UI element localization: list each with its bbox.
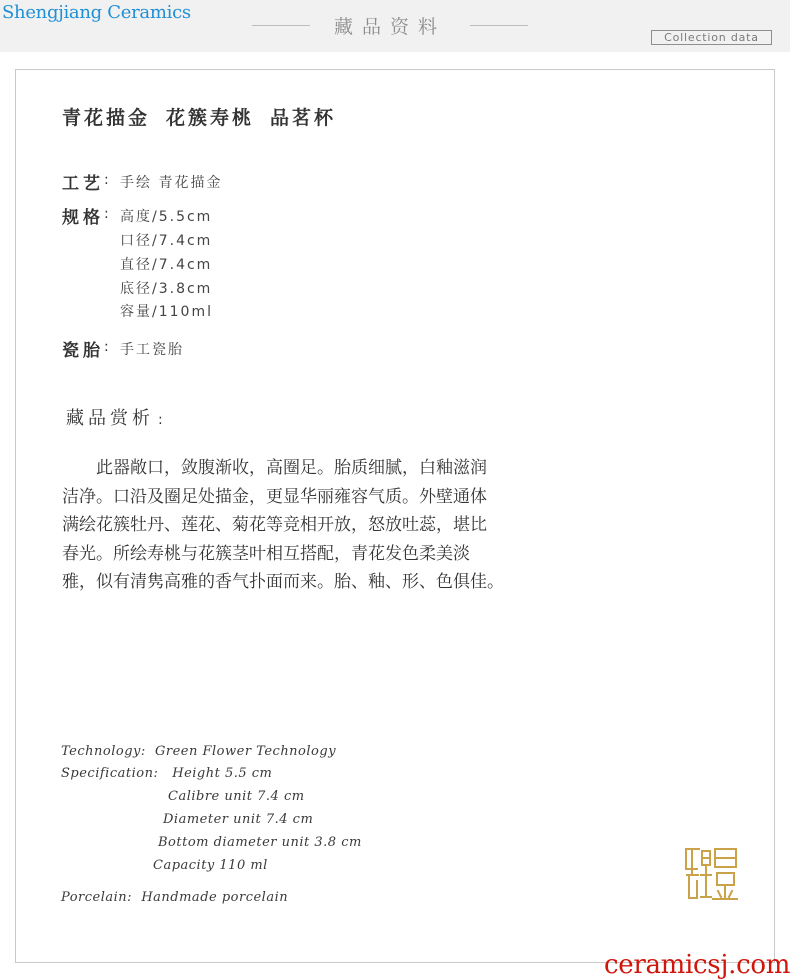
spec-line: 直径/7.4cm (120, 257, 213, 273)
en-porcelain-label: Porcelain: (61, 890, 133, 905)
en-spec-line: Diameter unit 7.4 cm (163, 812, 314, 827)
product-title-part: 青花描金 (62, 107, 151, 129)
appreciation-line: 春光。所绘寿桃与花簇茎叶相互搭配，青花发色柔美淡 (62, 543, 470, 564)
section-title: 藏品资料 (333, 16, 446, 38)
product-title-part: 品茗杯 (270, 107, 337, 129)
en-technology-value: Green Flower Technology (155, 744, 337, 759)
header-rule-left (252, 25, 310, 26)
watermark-text: ceramicsj.com (604, 950, 790, 980)
product-title (62, 103, 336, 130)
seal-stamp-icon (683, 845, 739, 902)
en-technology-label: Technology: (61, 744, 146, 759)
en-spec-line: Bottom diameter unit 3.8 cm (158, 835, 362, 850)
technology-value: 手绘 青花描金 (120, 175, 223, 191)
en-spec-line: Calibre unit 7.4 cm (168, 789, 305, 804)
appreciation-line: 雅，似有清隽高雅的香气扑面而来。胎、釉、形、色俱佳。 (62, 572, 504, 592)
en-spec-line: Capacity 110 ml (153, 858, 268, 873)
spec-line: 容量/110ml (120, 304, 213, 320)
spec-line: 口径/7.4cm (120, 233, 213, 249)
en-porcelain (61, 890, 288, 905)
header-rule-right (470, 25, 528, 26)
en-technology (61, 744, 336, 759)
label-colon: : (104, 206, 109, 222)
label-colon: : (104, 172, 109, 188)
collection-data-tag: Collection data (651, 30, 772, 45)
brand-logo-text[interactable]: Shengjiang Ceramics (2, 2, 191, 23)
body-value: 手工瓷胎 (120, 342, 184, 358)
appreciation-heading: 藏品赏析 : (66, 408, 163, 429)
appreciation-text (62, 454, 552, 597)
appreciation-line: 此器敞口，敛腹渐收，高圈足。胎质细腻，白釉滋润 (96, 458, 487, 478)
label-colon: : (104, 339, 109, 355)
spec-line: 底径/3.8cm (120, 281, 213, 297)
appreciation-line: 满绘花簇牡丹、莲花、菊花等竞相开放，怒放吐蕊，堪比 (62, 515, 487, 535)
en-specification-label: Specification: (61, 766, 159, 781)
en-porcelain-value: Handmade porcelain (141, 890, 289, 905)
body-label: 瓷胎 (62, 341, 104, 361)
product-title-part: 花簇寿桃 (166, 107, 255, 129)
spec-line: 高度/5.5cm (120, 209, 213, 225)
technology-label: 工艺 (62, 174, 104, 194)
appreciation-line: 洁净。口沿及圈足处描金，更显华丽雍容气质。外壁通体 (62, 486, 487, 507)
en-specification (61, 766, 272, 781)
specification-label: 规格 (62, 208, 104, 228)
en-spec-line: Height 5.5 cm (172, 766, 273, 781)
appreciation-heading-text: 藏品赏析 (66, 408, 154, 429)
